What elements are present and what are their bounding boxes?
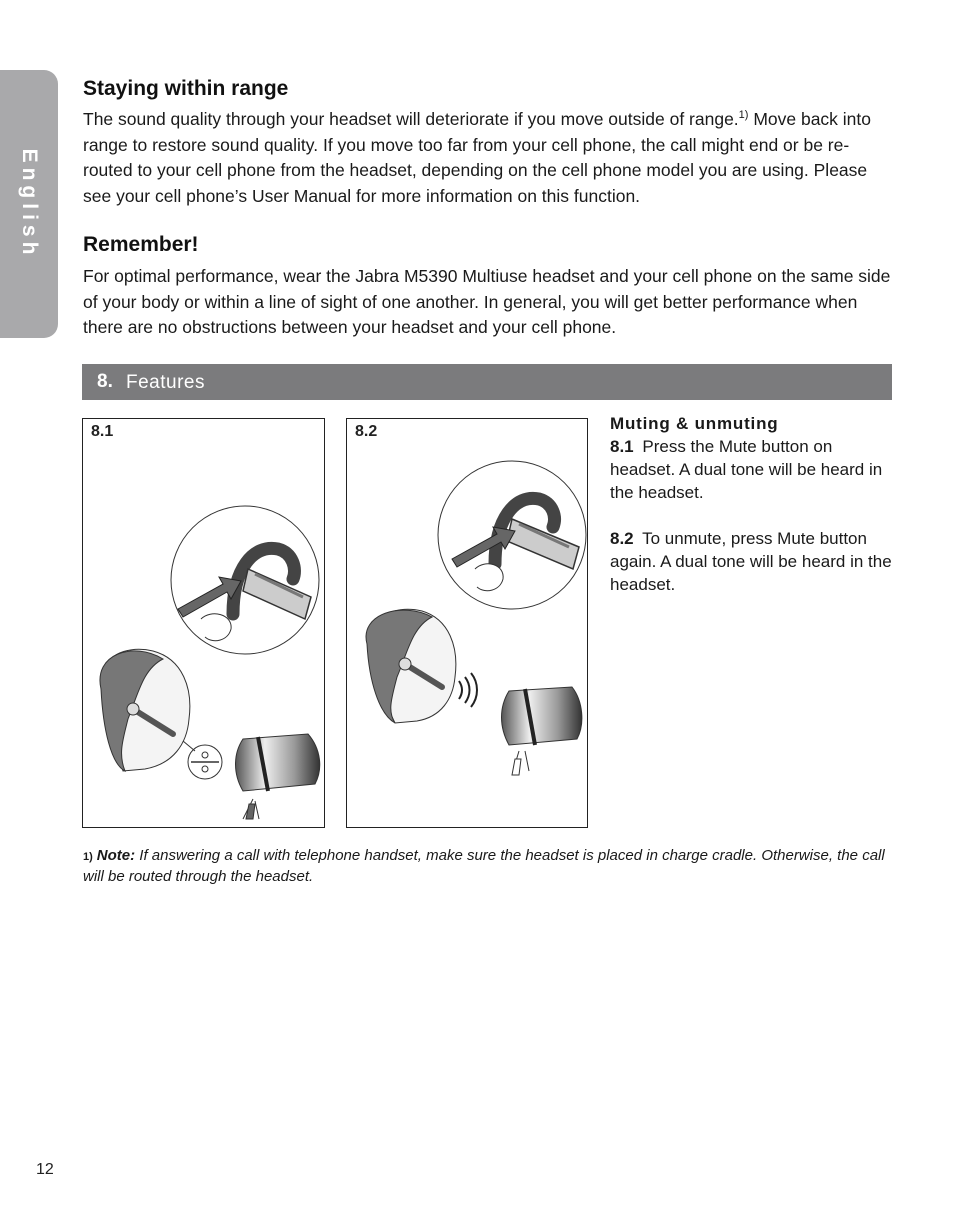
figure-8-1-label: 8.1 bbox=[91, 423, 114, 440]
muting-heading: Muting & unmuting bbox=[610, 414, 779, 433]
features-section-title: Features bbox=[126, 372, 205, 393]
language-tab-label: English bbox=[18, 148, 41, 260]
page-number: 12 bbox=[36, 1161, 54, 1178]
muting-step-1 bbox=[610, 435, 895, 504]
features-section-number: 8. bbox=[97, 371, 113, 392]
footnote-text: If answering a call with telephone handset, make sure the headset is placed in charge cradle. Otherwise, the call will be routed through the headset. bbox=[83, 847, 885, 885]
figure-8-1-illustration bbox=[83, 419, 326, 829]
range-text-part1: The sound quality through your headset will deteriorate if you move outside of range. bbox=[83, 109, 739, 129]
section-heading-range: Staying within range bbox=[83, 77, 289, 100]
figure-8-2-illustration bbox=[347, 419, 589, 829]
section-text-range bbox=[83, 107, 895, 209]
muting-step-1-number: 8.1 bbox=[610, 437, 634, 456]
footnote-reference: 1) bbox=[738, 109, 749, 122]
range-text-part2: Move back into range to restore sound quality. If you move too far from your cell phone, the call might end or be re-routed to your cell phone from the headset, depending on the cell phone model you are using. Please see your cell phone’s User Manual for more information on this function. bbox=[83, 109, 872, 206]
footnote-marker: 1) bbox=[83, 851, 93, 863]
figure-8-2-label: 8.2 bbox=[355, 423, 378, 440]
muting-instructions bbox=[610, 412, 895, 619]
section-heading-remember: Remember! bbox=[83, 233, 199, 256]
language-tab bbox=[0, 70, 58, 338]
muting-step-1-text: Press the Mute button on headset. A dual tone will be heard in the headset. bbox=[610, 437, 883, 502]
footnote bbox=[83, 846, 903, 887]
features-section-bar bbox=[82, 364, 892, 400]
footnote-note-label: Note: bbox=[96, 847, 136, 864]
figure-8-2 bbox=[346, 418, 588, 828]
figure-8-1 bbox=[82, 418, 325, 828]
muting-step-2-text: To unmute, press Mute button again. A dual tone will be heard in the headset. bbox=[610, 529, 892, 594]
muting-step-2 bbox=[610, 527, 895, 596]
section-text-remember: For optimal performance, wear the Jabra M5390 Multiuse headset and your cell phone on the same side of your body or within a line of sight of one another. In general, you will get better performance when there are no obstructions between your headset and your cell phone. bbox=[83, 266, 891, 338]
muting-step-2-number: 8.2 bbox=[610, 529, 634, 548]
